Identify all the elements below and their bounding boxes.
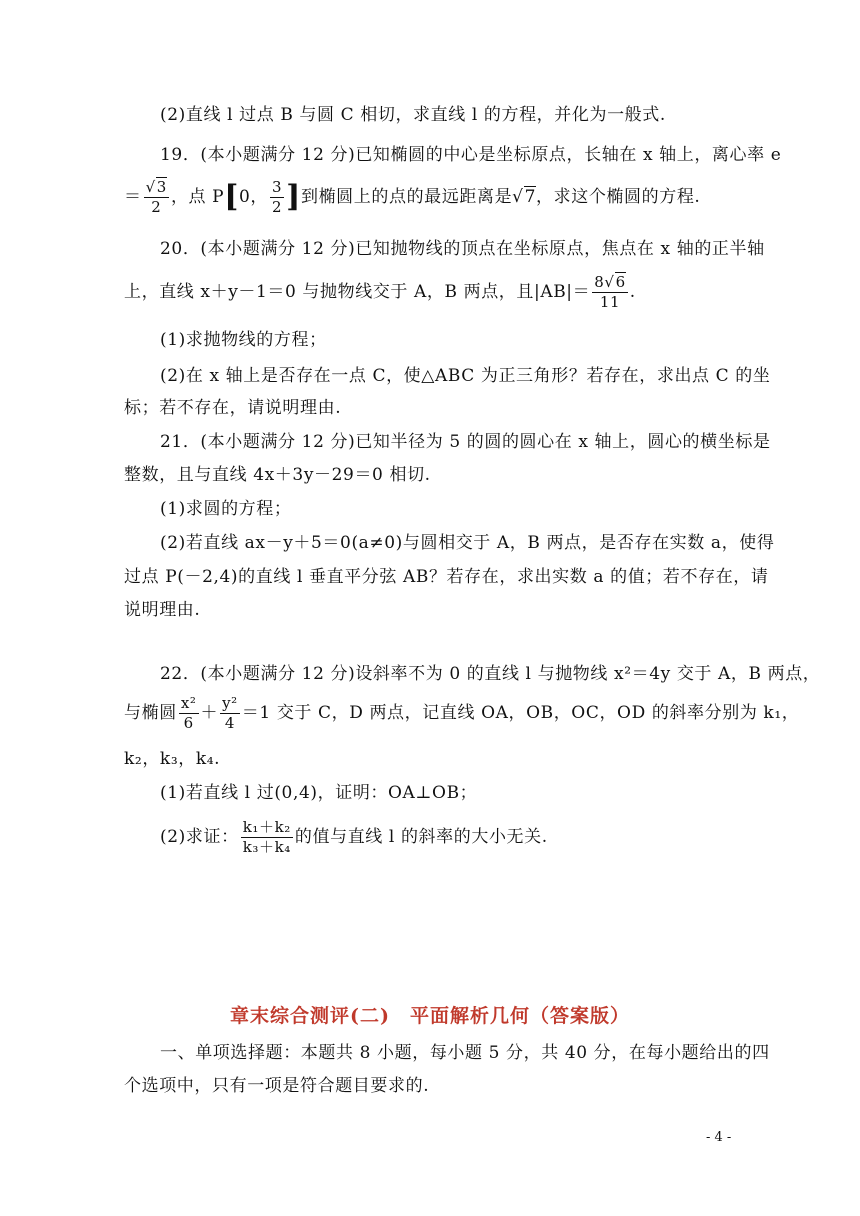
fraction-y2-over-4	[220, 694, 240, 733]
q19-text: 到椭圆上的点的最远距离是	[300, 187, 513, 207]
q21-line1: 21．(本小题满分 12 分)已知半径为 5 的圆的圆心在 x 轴上，圆心的横坐标是	[160, 432, 771, 452]
q21-line2: 整数，且与直线 4x＋3y－29＝0 相切.	[124, 465, 431, 485]
fraction-k-ratio	[241, 818, 293, 857]
q22-part2	[160, 818, 548, 857]
page-number: - 4 -	[706, 1130, 732, 1145]
q20-line1: 20．(本小题满分 12 分)已知抛物线的顶点在坐标原点，焦点在 x 轴的正半轴	[160, 239, 765, 259]
frac-num: 3	[272, 178, 283, 196]
point-x: 0，	[238, 187, 269, 207]
q18-part2: (2)直线 l 过点 B 与圆 C 相切，求直线 l 的方程，并化为一般式.	[160, 105, 666, 125]
q21-part2-line2: 过点 P(－2,4)的直线 l 垂直平分弦 AB？若存在，求出实数 a 的值；若不存在，请	[124, 567, 769, 587]
frac-num: x²	[180, 694, 197, 712]
frac-num: y²	[222, 694, 238, 712]
plus-sign: ＋	[200, 703, 219, 723]
equals-sign: ＝	[124, 187, 142, 207]
q19-line1: 19．(本小题满分 12 分)已知椭圆的中心是坐标原点，长轴在 x 轴上，离心率 e	[160, 145, 782, 165]
frac-den: 4	[224, 714, 236, 732]
q22-text: 与椭圆	[124, 703, 177, 723]
frac-den: k₃＋k₄	[242, 838, 291, 856]
q22-text-rest: ＝1 交于 C，D 两点，记直线 OA，OB，OC，OD 的斜率分别为 k₁，	[241, 703, 800, 723]
q21-part1: (1)求圆的方程；	[160, 499, 292, 519]
frac-den: 11	[599, 293, 621, 311]
q22-part2-suffix: 的值与直线 l 的斜率的大小无关.	[294, 827, 548, 847]
sqrt-7: 7	[524, 187, 537, 207]
q20-part2-line1: (2)在 x 轴上是否存在一点 C，使△ABC 为正三角形？若存在，求出点 C 的坐	[160, 366, 771, 386]
frac-den: 2	[151, 198, 162, 216]
q20-line2	[124, 273, 636, 312]
fraction-8sqrt6-over-11: $\frac{8√6}{11}$	[594, 273, 626, 311]
q20-part1: (1)求抛物线的方程；	[160, 330, 327, 350]
point-y-fraction	[270, 178, 284, 217]
fraction-sqrt3-over-2: $\frac{√3}{2}$	[145, 178, 167, 216]
frac-num: k₁＋k₂	[242, 818, 291, 836]
section1-line1: 一、单项选择题：本题共 8 小题，每小题 5 分，共 40 分，在每小题给出的四	[160, 1043, 770, 1063]
q22-line2	[124, 694, 799, 733]
q21-part2-line1: (2)若直线 ax－y＋5＝0(a≠0)与圆相交于 A，B 两点，是否存在实数 a，使得	[160, 533, 775, 553]
point-p-label: ，点 P	[170, 187, 225, 207]
q19-line2: ＝ $\frac{√3}{2}$ ，点 P[0， $\frac{3}{2}$ ]到椭圆上的点的最远距离是√7，求这个椭圆的方程.	[124, 178, 701, 216]
answer-section-heading: 章末综合测评(二) 平面解析几何（答案版）	[230, 1005, 630, 1027]
q20-end: .	[629, 282, 636, 302]
frac-num-a: 8	[594, 273, 605, 291]
q22-line1: 22．(本小题满分 12 分)设斜率不为 0 的直线 l 与抛物线 x²＝4y 交于 A，B 两点，	[160, 664, 821, 684]
q20-part2-line2: 标；若不存在，请说明理由.	[124, 398, 342, 418]
q21-part2-line3: 说明理由.	[124, 600, 201, 620]
q22-part2-prefix: (2)求证：	[160, 827, 239, 847]
frac-den: 2	[272, 198, 283, 216]
q19-end: ，求这个椭圆的方程.	[536, 187, 701, 207]
q20-text: 上，直线 x＋y－1＝0 与抛物线交于 A，B 两点，且|AB|＝	[124, 282, 591, 302]
fraction-x2-over-6	[179, 694, 199, 733]
frac-num-sqrt: 6	[615, 273, 626, 291]
q22-line3: k₂，k₃，k₄.	[124, 749, 221, 769]
q22-part1: (1)若直线 l 过(0,4)，证明：OA⊥OB；	[160, 783, 478, 803]
frac-num: 3	[156, 178, 167, 196]
frac-den: 6	[183, 714, 194, 732]
section1-line2: 个选项中，只有一项是符合题目要求的.	[124, 1076, 430, 1096]
